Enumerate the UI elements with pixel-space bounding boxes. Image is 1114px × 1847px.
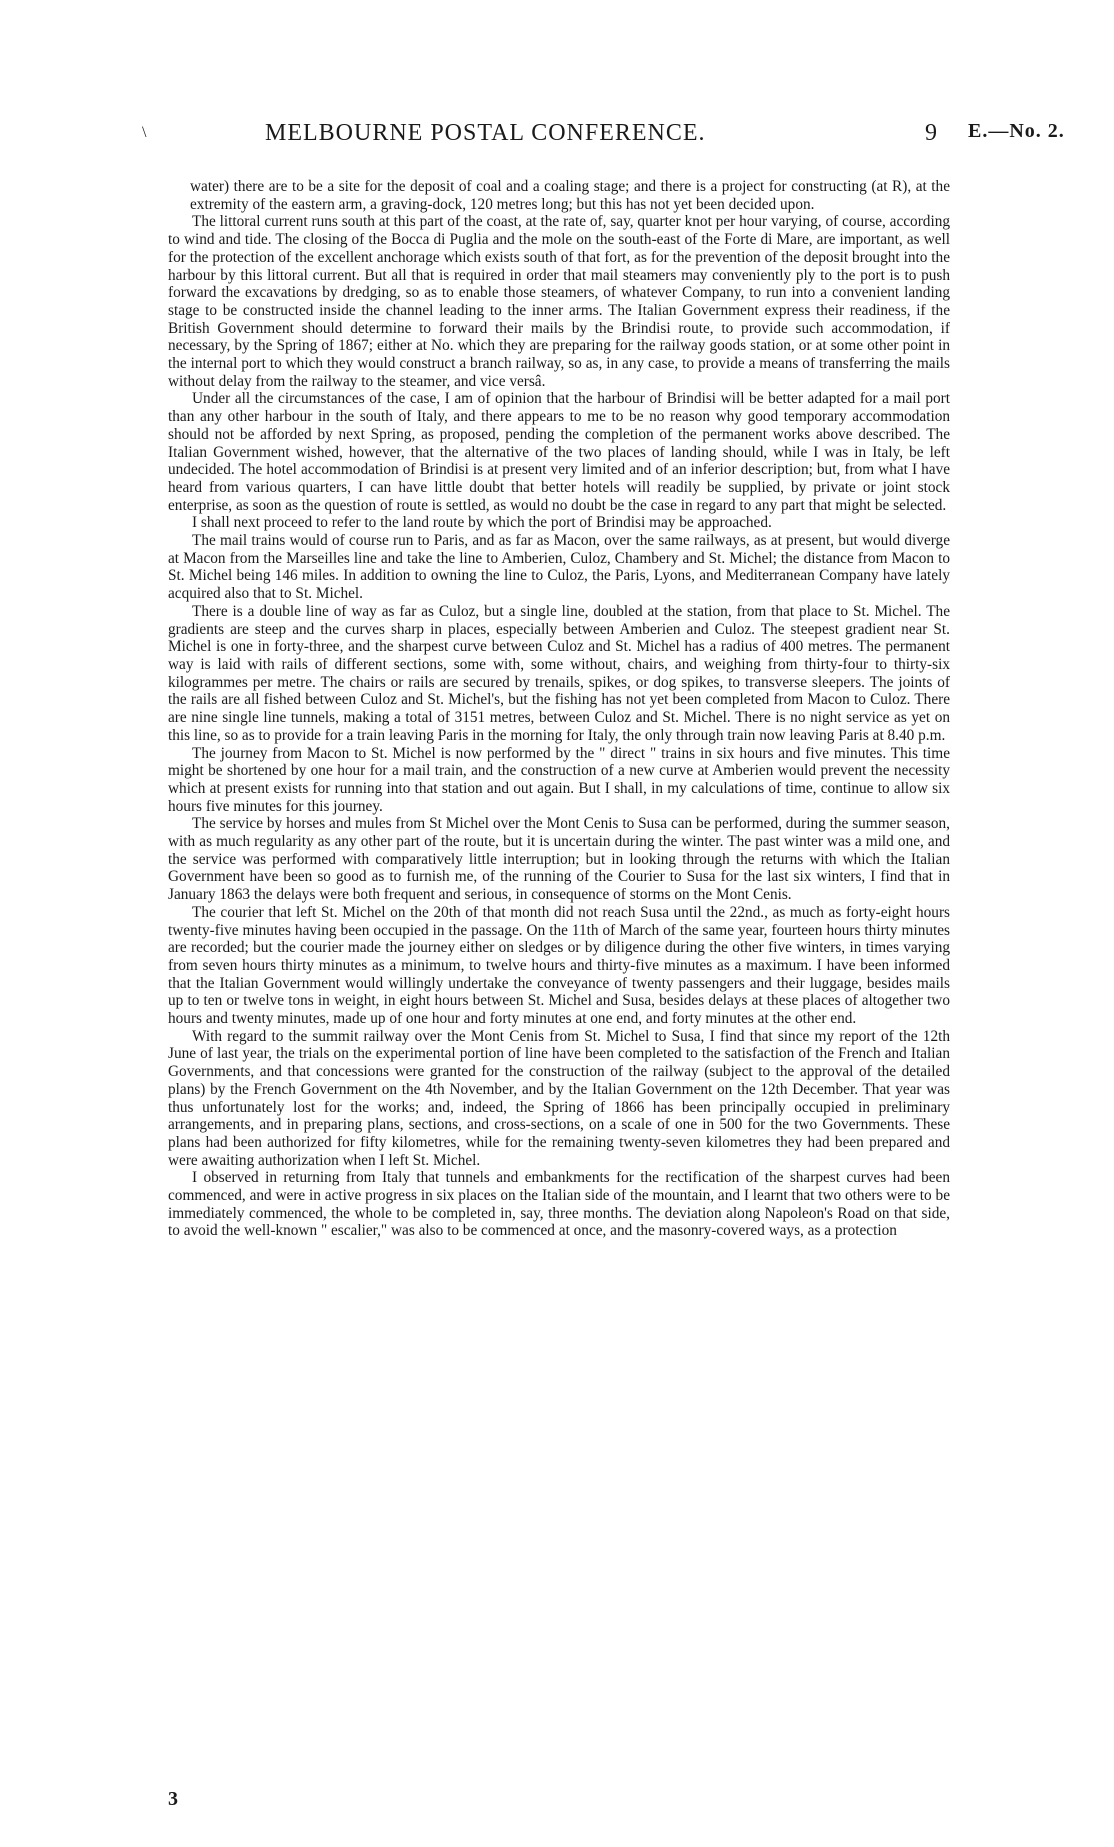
- page-header: [0, 120, 1114, 160]
- running-title: MELBOURNE POSTAL CONFERENCE.: [265, 120, 706, 146]
- paragraph: With regard to the summit railway over the Mont Cenis from St. Michel to Susa, I find that since my report of the 12th June of last year, the trials on the experimental portion of line have been completed to the satisfaction of the French and Italian Governments, and that concessions were granted for the construction of the railway (subject to the approval of the detailed plans) by the French Government on the 4th November, and by the Italian Government on the 12th December. That year was thus unfortunately lost for the works; and, indeed, the Spring of 1866 has been principally occupied in preliminary arrangements, and in preparing plans, sections, and cross-sections, on a scale of one in 500 for the two Governments. These plans had been authorized for fifty kilometres, while for the remaining twenty-seven kilometres they had been prepared and were awaiting authorization when I left St. Michel.: [168, 1027, 950, 1169]
- paragraph: water) there are to be a site for the deposit of coal and a coaling stage; and there is a project for constructing (at R), at the extremity of the eastern arm, a graving-dock, 120 metres long; but this has not yet been decided upon.: [190, 178, 950, 213]
- paragraph: The mail trains would of course run to Paris, and as far as Macon, over the same railways, as at present, but would diverge at Macon from the Marseilles line and take the line to Amberien, Culoz, Chambery and St. Michel; the distance from Macon to St. Michel being 146 miles. In addition to owning the line to Culoz, the Paris, Lyons, and Mediterranean Company have lately acquired also that to St. Michel.: [168, 532, 950, 603]
- page-number: 9: [925, 120, 938, 146]
- paragraph: I shall next proceed to refer to the land route by which the port of Brindisi may be approached.: [192, 514, 772, 532]
- paragraph: There is a double line of way as far as Culoz, but a single line, doubled at the station, from that place to St. Michel. The gradients are steep and the curves sharp in places, especially between Amberien and Culoz. The steepest gradient near St. Michel is one in forty-three, and the sharpest curve between Culoz and St. Michel has a radius of 400 metres. The permanent way is laid with rails of different sections, some with, some without, chairs, and weighing from thirty-four to thirty-six kilogrammes per metre. The chairs or rails are secured by trenails, spikes, or dog spikes, to transverse sleepers. The joints of the rails are all fished between Culoz and St. Michel's, but the fishing has not yet been completed from Macon to Culoz. There are nine single line tunnels, making a total of 3151 metres, between Culoz and St. Michel. There is no night service as yet on this line, so as to provide for a train leaving Paris in the morning for Italy, the only through train now leaving Paris at 8.40 p.m.: [168, 602, 950, 744]
- body-text: [168, 178, 950, 1240]
- paragraph: The courier that left St. Michel on the 20th of that month did not reach Susa until the 22nd., as much as forty-eight hours twenty-five minutes having been occupied in the passage. On the 11th of March of the same year, fourteen hours thirty minutes are recorded; but the courier made the journey either on sledges or by diligence during the other five winters, in times varying from seven hours thirty minutes as a minimum, to twelve hours and thirty-five minutes as a maximum. I have been informed that the Italian Government would willingly undertake the conveyance of twenty passengers and their luggage, besides mails up to ten or twelve tons in weight, in eight hours between St. Michel and Susa, besides delays at these places of altogether two hours and twenty minutes, made up of one hour and forty minutes at one end, and forty minutes at the other end.: [168, 903, 950, 1028]
- document-reference: E.—No. 2.: [968, 120, 1065, 142]
- paragraph: The journey from Macon to St. Michel is now performed by the " direct " trains in six hours and five minutes. This time might be shortened by one hour for a mail train, and the construction of a new curve at Amberien would prevent the necessity which at present exists for running into that station and out again. But I shall, in my calculations of time, continue to allow six hours five minutes for this journey.: [168, 744, 950, 815]
- signature-mark: 3: [168, 1788, 178, 1810]
- paragraph: I observed in returning from Italy that tunnels and embankments for the rectification of the sharpest curves had been commenced, and were in active progress in six places on the Italian side of the mountain, and I learnt that two others were to be immediately commenced, the whole to be completed in, say, three months. The deviation along Napoleon's Road on that side, to avoid the well-known " escalier," was also to be commenced at once, and the masonry-covered ways, as a protection: [168, 1169, 950, 1240]
- margin-mark: \: [142, 124, 148, 141]
- paragraph: The littoral current runs south at this part of the coast, at the rate of, say, quarter knot per hour varying, of course, according to wind and tide. The closing of the Bocca di Puglia and the mole on the south-east of the Forte di Mare, are important, as well for the protection of the excellent anchorage which exists south of that fort, as for the prevention of the deposit brought into the harbour by this littoral current. But all that is required in order that mail steamers may conveniently ply to the port is to push forward the excavations by dredging, so as to enable those steamers, of whatever Company, to run into a convenient landing stage to be constructed inside the channel leading to the inner arms. The Italian Government express their readiness, if the British Government should determine to forward their mails by the Brindisi route, to provide such accommodation, if necessary, by the Spring of 1867; either at No. which they are preparing for the railway goods station, or at some other point in the internal port to which they would construct a branch railway, so as, in any case, to provide a means of transferring the mails without delay from the railway to the steamer, and vice versâ.: [168, 213, 950, 390]
- paragraph: The service by horses and mules from St Michel over the Mont Cenis to Susa can be performed, during the summer season, with as much regularity as any other part of the route, but it is uncertain during the winter. The past winter was a mild one, and the service was performed with comparatively little interruption; but in looking through the returns with which the Italian Government have been so good as to furnish me, of the running of the Courier to Susa for the last six winters, I find that in January 1863 the delays were both frequent and serious, in consequence of storms on the Mont Cenis.: [168, 815, 950, 904]
- paragraph: Under all the circumstances of the case, I am of opinion that the harbour of Brindisi will be better adapted for a mail port than any other harbour in the south of Italy, and there appears to me to be no reason why good temporary accommodation should not be afforded by next Spring, as proposed, pending the completion of the permanent works above described. The Italian Government wished, however, that the alternative of the two places of landing should, while I was in Italy, be left undecided. The hotel accommodation of Brindisi is at present very limited and of an inferior description; but, from what I have heard from various quarters, I can have little doubt that better hotels will readily be supplied, by private or joint stock enterprise, as soon as the question of route is settled, as would no doubt be the case in regard to any part that might be selected.: [168, 390, 950, 514]
